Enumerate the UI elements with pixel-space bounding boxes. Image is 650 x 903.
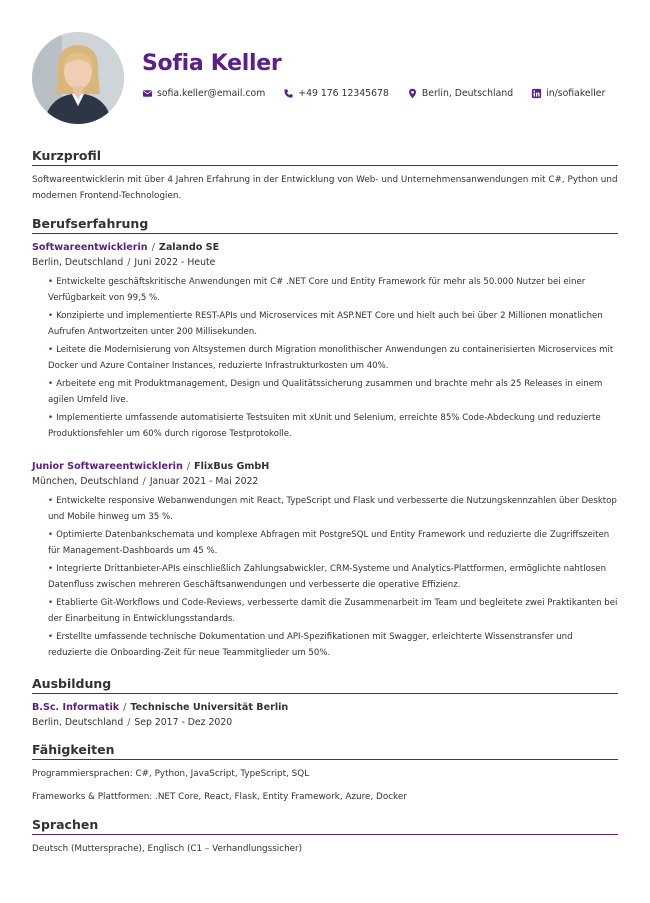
skills-section	[32, 742, 618, 805]
job-company: FlixBus GmbH	[194, 460, 270, 472]
education-heading: B.Sc. Informatik / Technische Universität Berlin	[32, 701, 289, 713]
skills-line: Frameworks & Plattformen: .NET Core, React, Flask, Entity Framework, Azure, Docker	[32, 791, 407, 802]
contact-row	[142, 88, 623, 99]
job-dates: Januar 2021 - Mai 2022	[149, 475, 259, 487]
list-item: • Etablierte Git-Workflows und Code-Reviews, verbesserte damit die Zusammenarbeit im Team und begleitete zwei Praktikanten bei der Einarbeitung in Entwicklungsstandards.	[48, 595, 618, 628]
job-entry	[32, 240, 618, 443]
languages-text: Deutsch (Muttersprache), Englisch (C1 – Verhandlungssicher)	[32, 843, 303, 854]
education-location: Berlin, Deutschland	[32, 716, 124, 728]
job-location: München, Deutschland	[32, 475, 139, 487]
job-heading: Junior Softwareentwicklerin / FlixBus GmbH	[32, 460, 270, 472]
job-meta: München, Deutschland / Januar 2021 - Mai 2022	[32, 475, 259, 487]
education-dates: Sep 2017 - Dez 2020	[134, 716, 233, 728]
list-item: • Erstellte umfassende technische Dokumentation und API-Spezifikationen mit Swagger, erleichterte Wissenstransfer und reduzierte die Onboarding-Zeit für neue Teammitglieder um 50%.	[48, 629, 618, 662]
section-title-skills: Fähigkeiten	[32, 742, 618, 760]
job-role: Junior Softwareentwicklerin	[32, 460, 183, 472]
list-item: • Integrierte Drittanbieter-APIs einschließlich Zahlungsabwickler, CRM-Systeme und Analytics-Plattformen, ermöglichte nahtlosen Datenfluss zwischen mehreren Geschäftsanwendungen und verbesserte die operative Effizienz.	[48, 561, 618, 594]
job-bullets	[32, 493, 618, 662]
education-section	[32, 676, 618, 730]
location-pin-icon	[407, 88, 418, 99]
job-location: Berlin, Deutschland	[32, 257, 124, 268]
school: Technische Universität Berlin	[130, 701, 289, 713]
languages-section	[32, 817, 618, 857]
list-item: • Konzipierte und implementierte REST-APIs und Microservices mit ASP.NET Core und hielt auch bei über 2 Millionen monatlichen Aufrufen Antwortzeiten unter 200 Millisekunden.	[48, 308, 618, 341]
education-meta: Berlin, Deutschland / Sep 2017 - Dez 2020	[32, 716, 233, 728]
phone-text: +49 176 12345678	[298, 88, 389, 99]
contact-phone[interactable]	[283, 88, 389, 99]
skills-line: Programmiersprachen: C#, Python, JavaScript, TypeScript, SQL	[32, 768, 310, 779]
linkedin-text: in/sofiakeller	[546, 88, 606, 99]
mail-icon	[142, 88, 153, 99]
job-heading: Softwareentwicklerin / Zalando SE	[32, 242, 220, 253]
contact-linkedin[interactable]	[531, 88, 605, 99]
avatar	[32, 32, 124, 124]
email-text: sofia.keller@email.com	[157, 88, 266, 99]
contact-email[interactable]	[142, 88, 265, 99]
location-text: Berlin, Deutschland	[421, 88, 514, 99]
job-role: Softwareentwicklerin	[32, 242, 148, 253]
list-item: • Implementierte umfassende automatisierte Testsuiten mit xUnit und Selenium, erreichte 85% Code-Abdeckung und reduzierte Produktionsfehler um 60% durch rigorose Testprotokolle.	[48, 410, 618, 443]
experience-section	[32, 216, 618, 662]
job-company: Zalando SE	[158, 242, 220, 253]
summary-text: Softwareentwicklerin mit über 4 Jahren Erfahrung in der Entwicklung von Web- und Unternehmensanwendungen mit C#, Python und modernen Frontend-Technologien.	[32, 175, 618, 201]
list-item: • Optimierte Datenbankschemata und komplexe Abfragen mit PostgreSQL und Entity Framework und reduzierte die Zugriffszeiten für Management-Dashboards um 45 %.	[48, 527, 618, 560]
linkedin-icon	[531, 88, 542, 99]
job-meta: Berlin, Deutschland / Juni 2022 - Heute	[32, 257, 216, 268]
section-title-education: Ausbildung	[32, 676, 618, 694]
section-title-summary: Kurzprofil	[32, 148, 618, 166]
job-dates: Juni 2022 - Heute	[134, 257, 216, 268]
phone-icon	[283, 88, 294, 99]
summary-section	[32, 148, 618, 204]
list-item: • Entwickelte geschäftskritische Anwendungen mit C# .NET Core und Entity Framework für mehr als 50.000 Nutzer bei einer Verfügbarkeit von 99,5 %.	[48, 274, 618, 307]
education-entry	[32, 700, 618, 730]
candidate-name: Sofia Keller	[142, 51, 282, 76]
list-item: • Entwickelte responsive Webanwendungen mit React, TypeScript und Flask und verbesserte die Nutzungskennzahlen über Desktop und Mobile hinweg um 35 %.	[48, 493, 618, 526]
section-title-experience: Berufserfahrung	[32, 216, 618, 234]
job-entry	[32, 459, 618, 662]
list-item: • Arbeitete eng mit Produktmanagement, Design und Qualitätssicherung zusammen und brachte mehr als 25 Releases in einem agilen Umfeld live.	[48, 376, 618, 409]
list-item: • Leitete die Modernisierung von Altsystemen durch Migration monolithischer Anwendungen zu containerisierten Microservices mit Docker und Azure Container Instances, reduzierte Infrastrukturkosten um 40%.	[48, 342, 618, 375]
section-title-languages: Sprachen	[32, 817, 618, 835]
contact-location	[407, 88, 513, 99]
resume-header	[32, 0, 618, 140]
job-bullets	[32, 274, 618, 443]
degree: B.Sc. Informatik	[32, 701, 120, 713]
